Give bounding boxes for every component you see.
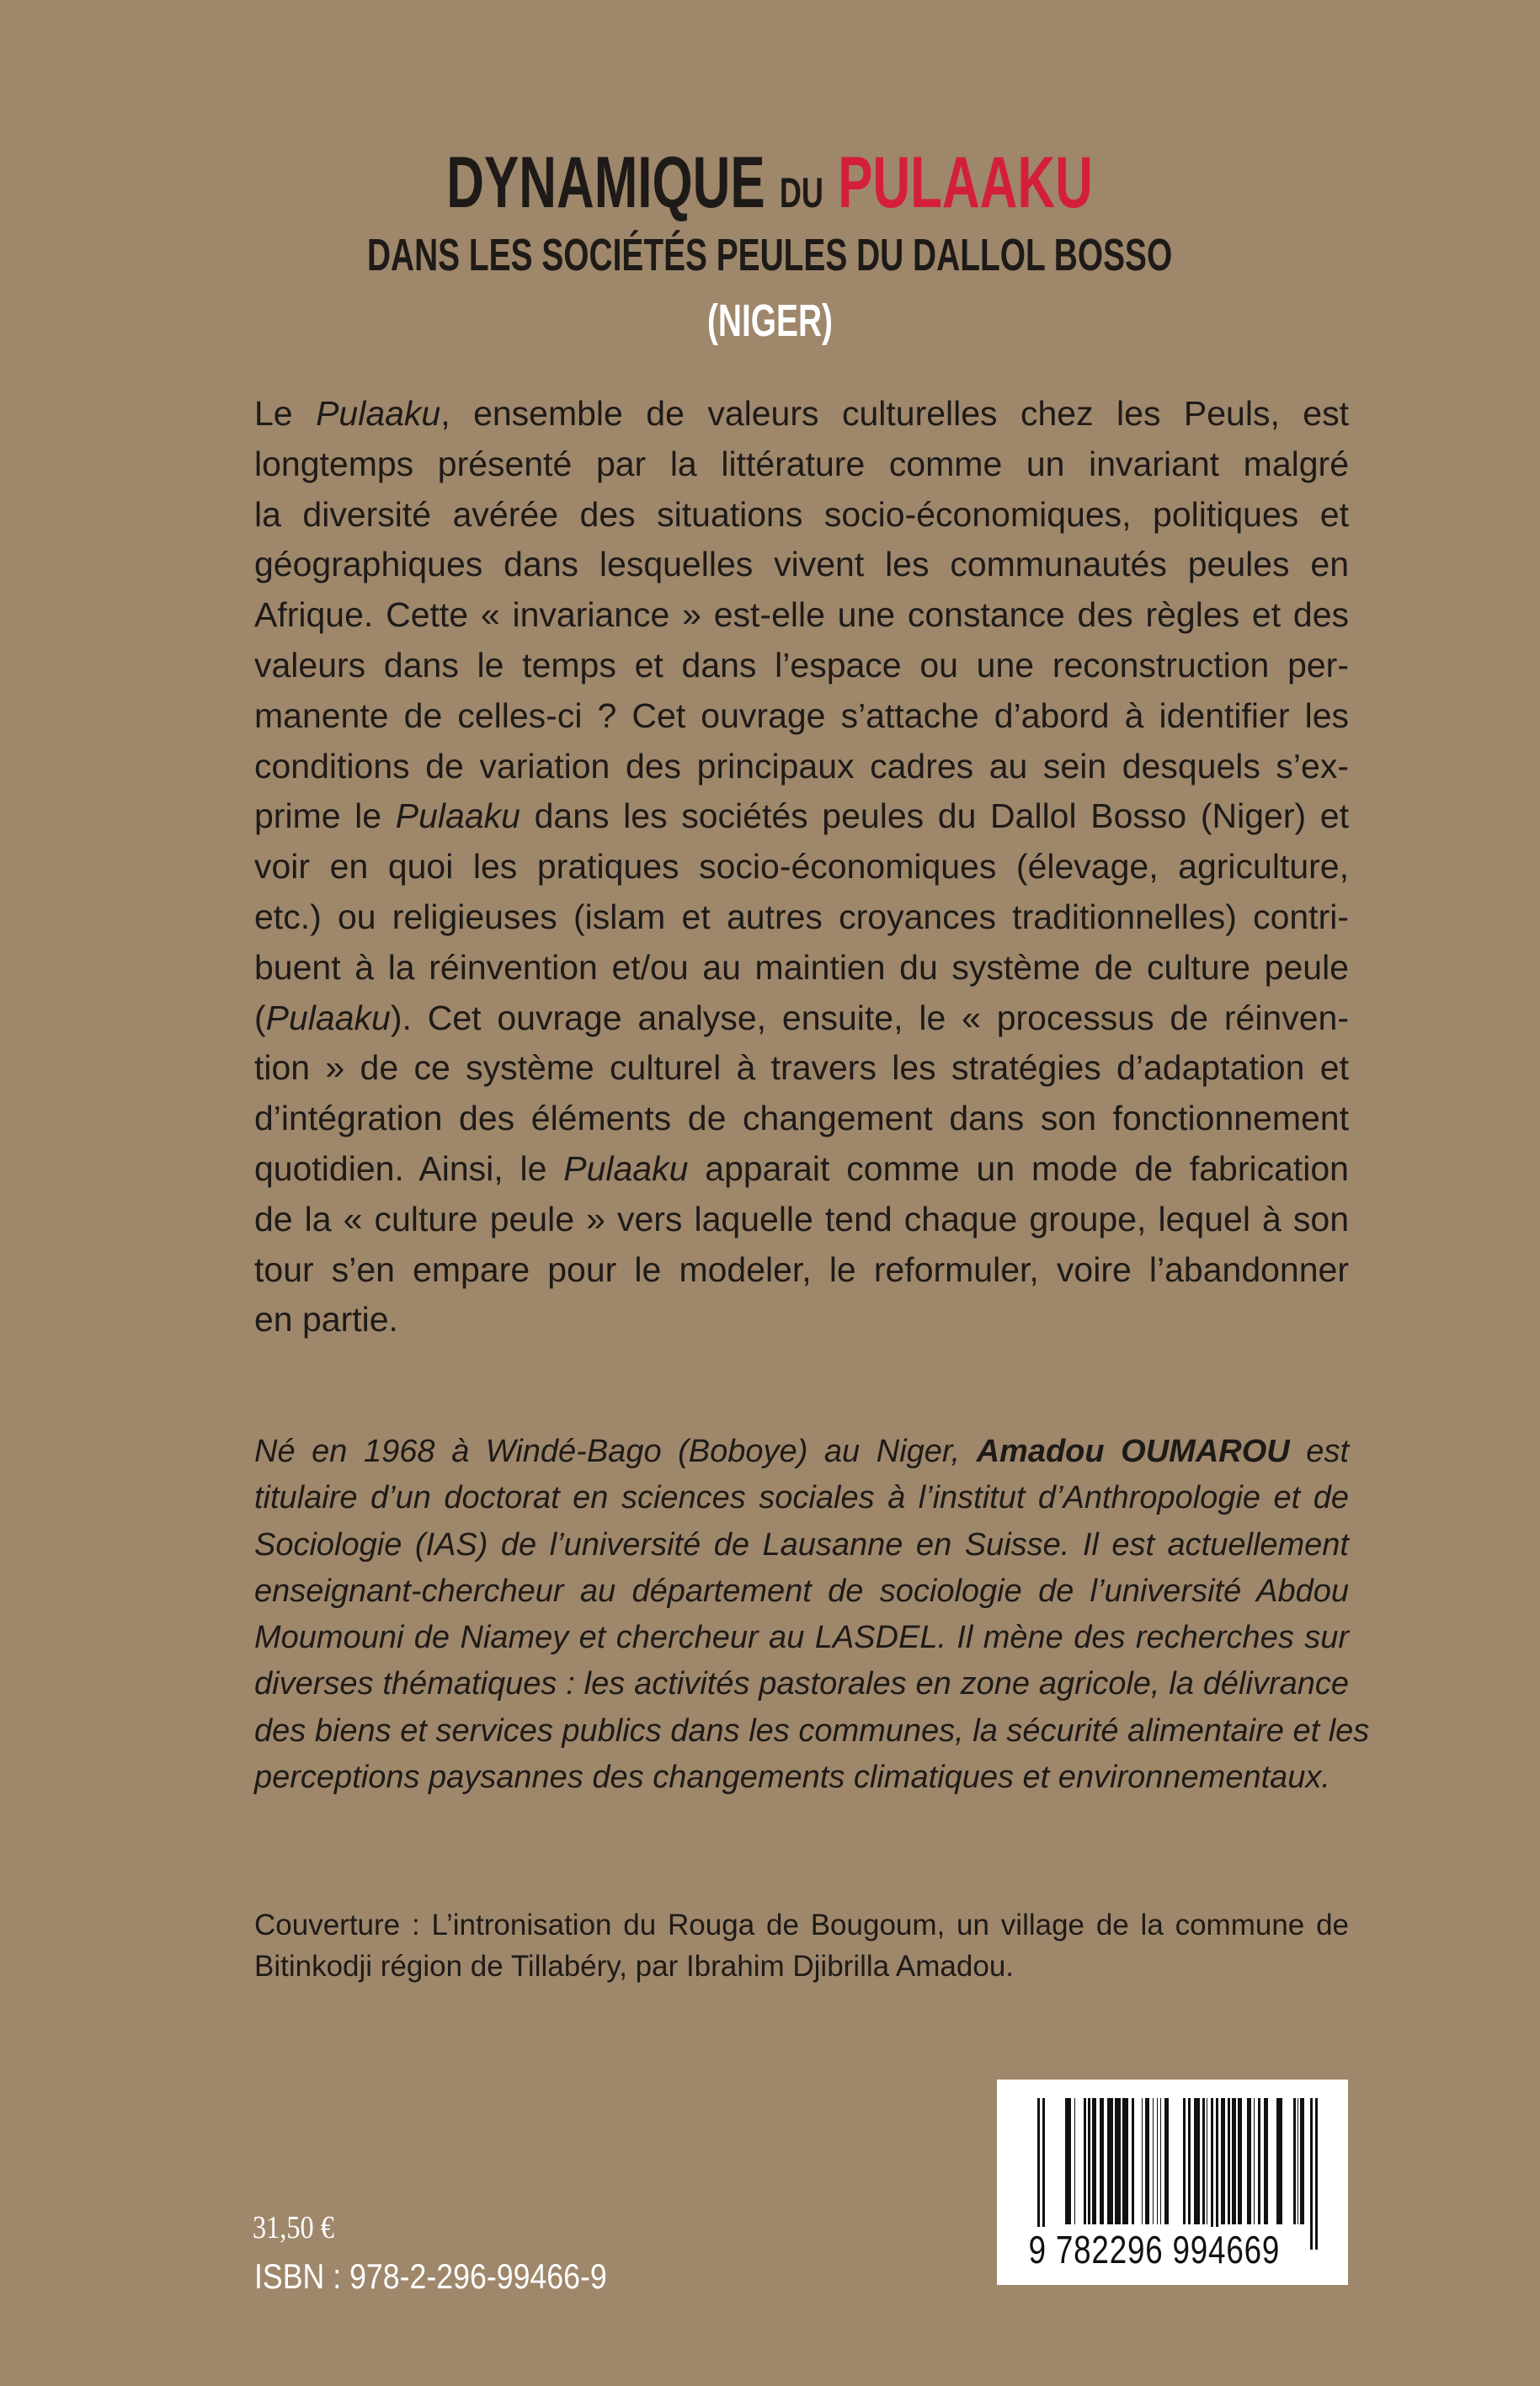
region-text: (NIGER) bbox=[706, 296, 834, 346]
barcode-bar bbox=[1221, 2098, 1225, 2224]
barcode-bar bbox=[1115, 2098, 1121, 2224]
text-line bbox=[254, 490, 1349, 541]
barcode-bar bbox=[1160, 2098, 1161, 2224]
text-segment: perceptions paysannes des changements climatiques et environnementaux. bbox=[254, 1760, 1330, 1796]
barcode-bar bbox=[1258, 2098, 1260, 2224]
region-label bbox=[0, 295, 1540, 347]
author-bio-paragraph bbox=[254, 1429, 1370, 1801]
text-segment: de la « culture peule » vers laquelle tend chaque groupe, lequel à son bbox=[254, 1199, 1349, 1238]
text-line bbox=[254, 1245, 1349, 1296]
text-line bbox=[254, 1568, 1349, 1615]
title-part-pulaaku: PULAAKU bbox=[838, 142, 1094, 223]
barcode-bar bbox=[1074, 2098, 1075, 2224]
abstract-paragraph bbox=[254, 389, 1349, 1345]
text-line bbox=[254, 389, 1349, 439]
text-line bbox=[254, 1295, 1349, 1345]
barcode-bar bbox=[1315, 2098, 1318, 2250]
text-segment: la diversité avérée des situations socio-économiques, politiques et bbox=[254, 494, 1349, 534]
text-segment: Le bbox=[254, 394, 317, 433]
text-segment: Pulaaku bbox=[563, 1148, 689, 1188]
text-segment: apparait comme un mode de fabrication bbox=[688, 1148, 1349, 1188]
text-line bbox=[254, 1475, 1349, 1521]
text-segment: buent à la réinvention et/ou au maintien du système de culture peule bbox=[254, 947, 1349, 987]
isbn: ISBN : 978-2-296-99466-9 bbox=[254, 2256, 607, 2296]
barcode-bar bbox=[1084, 2098, 1086, 2224]
text-segment: tour s’en empare pour le modeler, le reformuler, voire l’abandonner bbox=[254, 1249, 1349, 1289]
subtitle-text: DANS LES SOCIÉTÉS PEULES DU DALLOL BOSSO bbox=[367, 230, 1173, 280]
barcode-bar bbox=[1293, 2098, 1296, 2224]
barcode-bar bbox=[1202, 2098, 1205, 2224]
text-line bbox=[254, 1429, 1349, 1475]
barcode-bar bbox=[1183, 2098, 1186, 2224]
text-segment: Afrique. Cette « invariance » est-elle une constance des règles et des bbox=[254, 595, 1349, 635]
text-segment: Pulaaku bbox=[395, 796, 520, 836]
text-line bbox=[254, 1094, 1349, 1144]
text-segment: est bbox=[1289, 1434, 1349, 1469]
text-segment: des biens et services publics dans les communes, la sécurité alimentaire et les bbox=[254, 1712, 1370, 1749]
barcode-bar bbox=[1092, 2098, 1096, 2224]
barcode-bar bbox=[1310, 2098, 1313, 2250]
barcode-bar bbox=[1157, 2098, 1158, 2224]
title-part-dynamique: DYNAMIQUE bbox=[446, 142, 766, 223]
barcode-digits: 9 782296 994669 bbox=[1028, 2228, 1281, 2271]
text-line bbox=[254, 1708, 1370, 1755]
barcode-bar bbox=[1164, 2098, 1169, 2224]
text-segment: en partie. bbox=[254, 1300, 398, 1339]
barcode-bar bbox=[1228, 2098, 1230, 2224]
text-line bbox=[254, 1144, 1349, 1195]
barcode-bar bbox=[1065, 2098, 1071, 2224]
barcode-bar bbox=[1088, 2098, 1090, 2224]
text-line bbox=[254, 1522, 1349, 1568]
text-line bbox=[254, 993, 1349, 1044]
text-line bbox=[254, 943, 1349, 993]
text-line bbox=[254, 842, 1349, 892]
barcode-bar bbox=[1100, 2098, 1104, 2224]
text-segment: Moumouni de Niamey et chercheur au LASDEL. Il mène des recherches sur bbox=[254, 1620, 1349, 1656]
barcode-bar bbox=[1300, 2098, 1304, 2224]
barcode-bar bbox=[1232, 2098, 1236, 2224]
barcode-bar bbox=[1194, 2098, 1200, 2224]
title-part-du: DU bbox=[780, 169, 824, 216]
barcode-bar bbox=[1238, 2098, 1242, 2224]
text-segment: , ensemble de valeurs culturelles chez les Peuls, est bbox=[440, 394, 1349, 433]
barcode-bar bbox=[1107, 2098, 1113, 2224]
text-segment: voir en quoi les pratiques socio-économiques (élevage, agriculture, bbox=[254, 847, 1349, 887]
text-segment: prime le bbox=[254, 796, 396, 836]
barcode-bar bbox=[1264, 2098, 1268, 2224]
text-segment: conditions de variation des principaux cadres au sein desquels s’ex- bbox=[254, 746, 1349, 786]
text-segment: enseignant-chercheur au département de sociologie de l’université Abdou bbox=[254, 1573, 1349, 1609]
text-line bbox=[254, 892, 1349, 943]
barcode-bar bbox=[1188, 2098, 1191, 2224]
barcode-bar bbox=[1254, 2098, 1255, 2224]
text-line bbox=[254, 1043, 1349, 1094]
text-segment: Couverture : L’intronisation du Rouga de Bougoum, un village de la commune de bbox=[254, 1909, 1349, 1941]
barcode-bar bbox=[1142, 2098, 1143, 2224]
text-segment: Né en 1968 à Windé-Bago (Boboye) au Niger, bbox=[254, 1434, 977, 1469]
barcode bbox=[997, 2080, 1348, 2285]
text-segment: ( bbox=[254, 998, 266, 1037]
price: 31,50 € bbox=[253, 2210, 334, 2245]
text-segment: Pulaaku bbox=[316, 394, 441, 433]
text-segment: manente de celles-ci ? Cet ouvrage s’attache d’abord à identifier les bbox=[254, 695, 1349, 735]
barcode-bar bbox=[1247, 2098, 1251, 2224]
text-segment: valeurs dans le temps et dans l’espace ou une reconstruction per- bbox=[254, 645, 1349, 684]
text-segment: diverses thématiques : les activités pastorales en zone agricole, la délivrance bbox=[254, 1666, 1349, 1702]
text-line bbox=[254, 1904, 1349, 1946]
text-line bbox=[254, 1195, 1349, 1245]
text-line bbox=[254, 439, 1349, 490]
text-segment: d’intégration des éléments de changement dans son fonctionnement bbox=[254, 1099, 1349, 1138]
text-line bbox=[254, 641, 1349, 691]
text-segment: Bitinkodji région de Tillabéry, par Ibrahim Djibrilla Amadou. bbox=[254, 1950, 1015, 1983]
barcode-bar bbox=[1153, 2098, 1154, 2224]
text-line bbox=[254, 590, 1349, 641]
text-line bbox=[254, 691, 1349, 742]
text-segment: longtemps présenté par la littérature comme un invariant malgré bbox=[254, 444, 1349, 483]
text-segment: dans les sociétés peules du Dallol Bosso (Niger) et bbox=[520, 796, 1350, 836]
text-line bbox=[254, 1661, 1349, 1707]
barcode-bar bbox=[1122, 2098, 1128, 2224]
text-segment: quotidien. Ainsi, le bbox=[254, 1148, 564, 1188]
text-segment: Pulaaku bbox=[265, 998, 391, 1037]
text-line bbox=[254, 1755, 1349, 1801]
barcode-bar bbox=[1276, 2098, 1282, 2224]
text-line bbox=[254, 742, 1349, 792]
text-segment: Amadou OUMAROU bbox=[976, 1434, 1290, 1469]
text-segment: etc.) ou religieuses (islam et autres croyances traditionnelles) contri- bbox=[254, 897, 1349, 936]
barcode-bar bbox=[1145, 2098, 1149, 2224]
text-line bbox=[254, 1615, 1349, 1661]
barcode-bar bbox=[1132, 2098, 1134, 2224]
book-title bbox=[0, 141, 1540, 225]
book-subtitle bbox=[0, 229, 1540, 281]
text-line bbox=[254, 1946, 1349, 1987]
cover-credit bbox=[254, 1904, 1349, 1987]
text-line bbox=[254, 791, 1349, 842]
text-segment: géographiques dans lesquelles vivent les communautés peules en bbox=[254, 545, 1349, 584]
text-segment: Sociologie (IAS) de l’université de Lausanne en Suisse. Il est actuellement bbox=[254, 1526, 1349, 1563]
text-segment: ). Cet ouvrage analyse, ensuite, le « processus de réinven- bbox=[390, 998, 1349, 1037]
text-segment: tion » de ce système culturel à travers les stratégies d’adaptation et bbox=[254, 1048, 1349, 1088]
text-line bbox=[254, 540, 1349, 590]
text-segment: titulaire d’un doctorat en sciences sociales à l’institut d’Anthropologie et de bbox=[254, 1480, 1349, 1516]
